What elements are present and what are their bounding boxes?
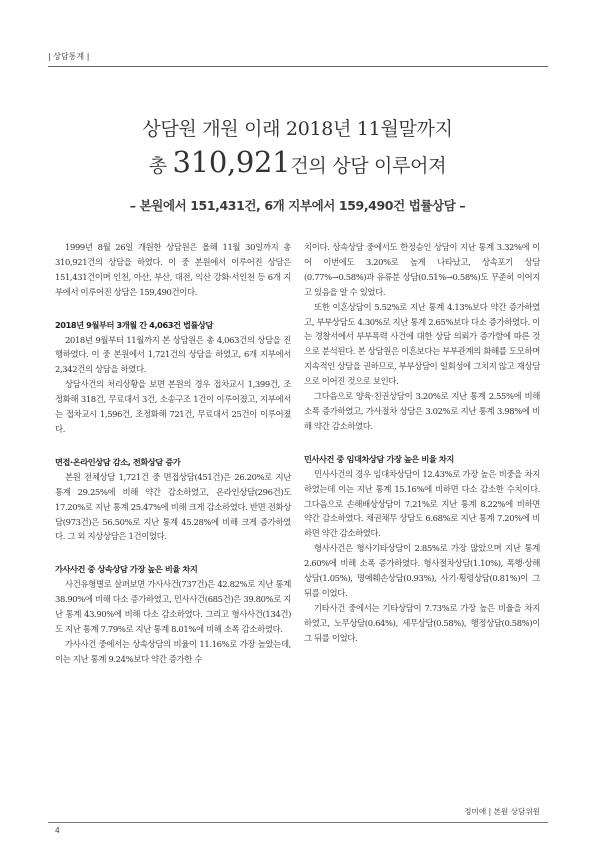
headline-total-count: 310,921 bbox=[172, 145, 291, 179]
headline-suffix: 건의 상담 이루어져 bbox=[290, 155, 447, 177]
paragraph: 그다음으로 양육·친권상담이 3.20%로 지난 통계 2.55%에 비해 소폭 증가하였고, 가사절차 상담은 3.02%로 지난 통계 3.98%에 비해 약간 감소하였다. bbox=[304, 391, 540, 431]
paragraph: 민사사건의 경우 임대차상담이 12.43%로 가장 높은 비중을 차지하였는데 이는 지난 통계 15.16%에 비하면 다소 감소한 수치이다. 그다음으로 손해배상상담이 7.21%로 지난 통계 8.22%에 비하면 약간 감소하였다. 채권채무 상담도 6.68%로 지난 통계 7.20%에 비하면 약간 감소하였다. bbox=[304, 468, 540, 539]
article-left-column bbox=[55, 240, 291, 667]
intro-paragraph: 1999년 8월 26일 개원한 상담원은 올해 11월 30일까지 총 310,921건의 상담을 하였다. 이 중 본원에서 이루어진 상담은 151,431건이며 인천, 아산, 부산, 대전, 익산 강화·서인천 등 6개 지부에서 이루어진 상담은 159,490건이다. bbox=[55, 242, 291, 297]
subtitle: – 본원에서 151,431건, 6개 지부에서 159,490건 법률상담 – bbox=[129, 198, 466, 213]
paragraph: 사건유형별로 살펴보면 가사사건(737건)은 42.82%로 지난 통계 38.90%에 비해 다소 증가하였고, 민사사건(685건)은 39.80%로 지난 통계 43.90%에 비해 다소 감소하였다. 그리고 형사사건(134건)도 지난 통계 7.79%로 지난 통계 8.01%에 비해 소폭 감소하였다. bbox=[55, 579, 291, 634]
headline-line-1: 상담원 개원 이래 2018년 11월말까지 bbox=[142, 118, 453, 140]
top-divider bbox=[48, 66, 548, 67]
paragraph: 형사사건은 형사기타상담이 2.85%로 가장 많았으며 지난 통계 2.60%에 비해 소폭 증가하였다. 형사절차상담(1.10%), 폭행·상해상담(1.05%), 명예훼손상담(0.93%), 사기·횡령상담(0.81%)이 그 뒤를 이었다. bbox=[304, 543, 540, 598]
section-heading-channel: 면접·온라인상담 감소, 전화상담 증가 bbox=[55, 456, 181, 467]
paragraph: 기타사건 중에서는 기타상담이 7.73%로 가장 높은 비율을 차지하였고, 노무상담(0.64%), 세무상담(0.58%), 행정상담(0.58%)이 그 뒤를 이었다. bbox=[304, 602, 540, 643]
headline-prefix: 총 bbox=[148, 155, 173, 177]
bottom-divider bbox=[48, 822, 548, 823]
section-heading-civil: 민사사건 중 임대차상담 가장 높은 비율 차지 bbox=[304, 453, 454, 464]
paragraph: 또한 이혼상담이 5.52%로 지난 통계 4.13%보다 약간 증가하였고, 부부상담도 4.30%로 지난 통계 2.65%보다 다소 증가하였다. 이는 경찰서에서 부부폭력 사건에 대한 상담 의뢰가 증가함에 따른 것으로 분석된다. 본 상담원은 이혼보다는 부부관계의 화해를 도모하며 지속적인 상담을 권하므로, 부부상담이 일회성에 그치지 않고 재상담으로 이어진 것으로 보인다. bbox=[304, 301, 540, 387]
section-heading-family: 가사사건 중 상속상담 가장 높은 비율 차지 bbox=[55, 564, 198, 575]
headline-line-2 bbox=[0, 145, 595, 179]
page-number: 4 bbox=[55, 826, 60, 835]
author-signature: 정미애 | 본원 상담위원 bbox=[464, 807, 540, 816]
paragraph: 가사사건 중에서는 상속상담의 비율이 11.16%로 가장 높았는데, 이는 지난 통계 9.24%보다 약간 증가한 수 bbox=[55, 638, 291, 664]
paragraph: 치이다. 상속상담 중에서도 한정승인 상담이 지난 통계 3.32%에 이어 이번에도 3.20%로 높게 나타났고, 상속포기 상담(0.77%→0.58%)과 유류분 상담(0.51%→0.58%)도 꾸준히 이어지고 있음을 알 수 있었다. bbox=[304, 242, 540, 297]
paragraph: 상담사건의 처리상황을 보면 본원의 경우 접차교시 1,399건, 조정화해 318건, 무료대서 3건, 소송구조 1건이 이루어졌고, 지부에서는 접차교시 1,596건, 조정화해 721건, 무료대서 25건이 이루어졌다. bbox=[55, 379, 291, 434]
paragraph: 본원 전체상담 1,721건 중 면접상담(451건)은 26.20%로 지난 통계 29.25%에 비해 약간 감소하였고, 온라인상담(296건)도 17.20%로 지난 통계 25.47%에 비해 크게 감소하였다. 반면 전화상담(973건)은 56.50%로 지난 통계 45.28%에 비해 크게 증가하였다. 그 외 지상상담은 1건이었다. bbox=[55, 471, 291, 542]
section-tag: | 상담통계 | bbox=[48, 52, 90, 61]
section-heading-quarterly: 2018년 9월부터 3개월 간 4,063건 법률상담 bbox=[55, 319, 214, 330]
article-right-column bbox=[304, 240, 540, 646]
paragraph: 2018년 9월부터 11월까지 본 상담원은 총 4,063건의 상담을 진행하였다. 이 중 본원에서 1,721건의 상담을 하였고, 6개 지부에서 2,342건의 상담을 하였다. bbox=[55, 334, 291, 375]
